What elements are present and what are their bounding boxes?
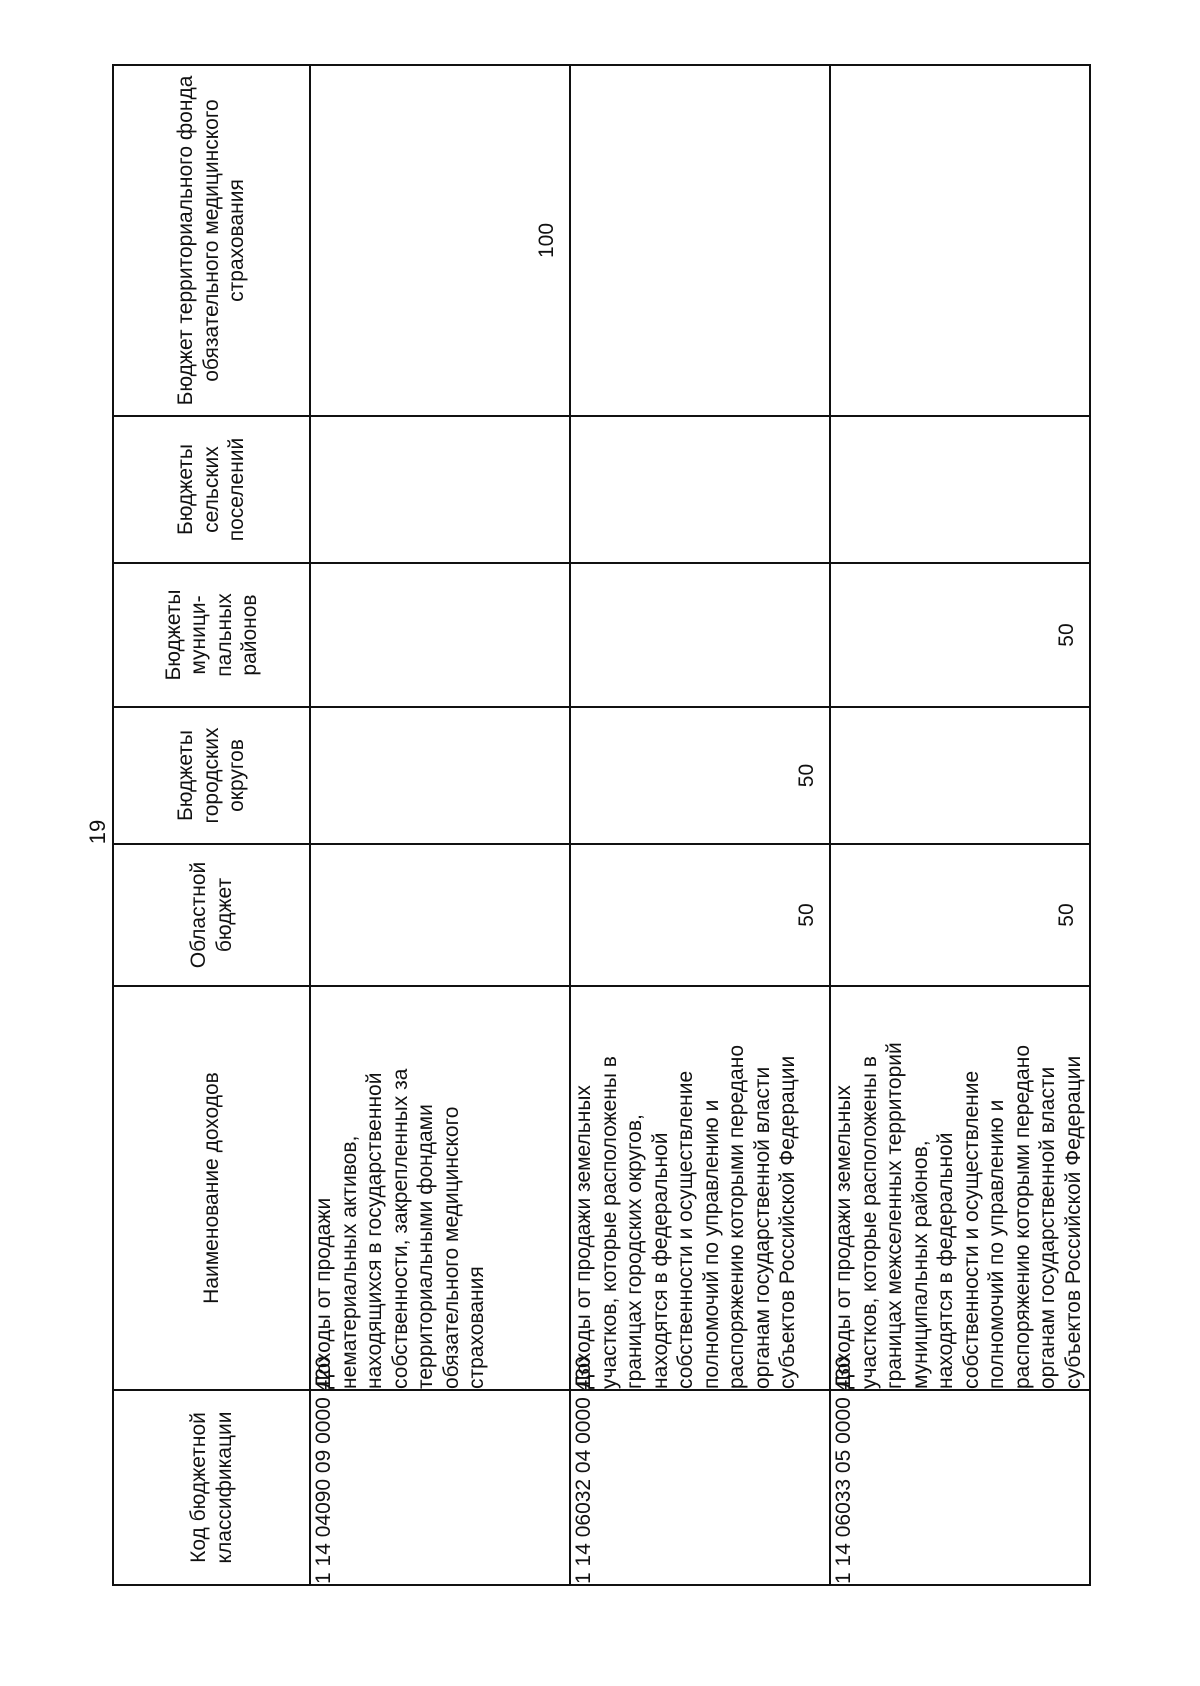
income-name-line: собственности, закрепленных за: [388, 1068, 412, 1389]
income-name-line: находящихся в государственной: [363, 1072, 386, 1389]
fund-share-value: [819, 66, 829, 415]
budget-code-cell: 1 14 04090 09 0000 420: [310, 1390, 570, 1585]
regional-share-value: [559, 845, 569, 985]
city-share-cell: [830, 707, 1090, 844]
fund-share-cell: [310, 65, 570, 416]
income-name-line: Доходы от продажи: [312, 1197, 335, 1389]
income-table-rotated: [112, 66, 1087, 1586]
page-number: 19: [85, 819, 110, 845]
income-name-line: полномочий по управлению и: [985, 1099, 1008, 1389]
regional-share-cell: [830, 844, 1090, 986]
income-name-line: органам государственной власти: [750, 1066, 774, 1389]
income-name-line: Доходы от продажи земельных: [572, 1085, 595, 1389]
header-rural: Бюджеты сельских поселений: [113, 416, 310, 563]
municipal-share-cell: [830, 563, 1090, 707]
rural-share-cell: [830, 416, 1090, 563]
income-name-cell: [570, 986, 830, 1390]
budget-code-cell: 1 14 06032 04 0000 430: [570, 1390, 830, 1585]
income-name-line: муниципальных районов,: [908, 1140, 932, 1389]
rural-share-value: [1079, 417, 1089, 562]
income-name-line: находятся в федеральной: [934, 1132, 957, 1389]
rural-share-value: [559, 417, 569, 562]
income-name-line: участков, которые расположены в: [857, 1056, 881, 1389]
income-name-line: нематериальных активов,: [337, 1135, 361, 1389]
income-name-line: обязательного медицинского: [439, 1106, 463, 1389]
income-distribution-table: [112, 64, 1091, 1586]
rural-share-cell: [310, 416, 570, 563]
municipal-share-cell: [310, 563, 570, 707]
income-name-line: субъектов Российской Федерации: [776, 1055, 799, 1389]
city-share-cell: [310, 707, 570, 844]
income-name-line: участков, которые расположены в: [597, 1056, 621, 1389]
header-city: Бюджеты городских округов: [113, 707, 310, 844]
header-regional: Областной бюджет: [113, 844, 310, 986]
income-name-line: органам государственной власти: [1036, 1066, 1059, 1389]
header-fund: Бюджет территориального фонда обязательного медицинского страхования: [113, 65, 310, 416]
income-name-line: собственности и осуществление: [674, 1070, 697, 1389]
table-row: [830, 65, 1090, 1585]
income-name-line: распоряжению которыми передано: [725, 1045, 748, 1389]
income-name-line: полномочий по управлению и: [699, 1099, 723, 1389]
fund-share-cell: [830, 65, 1090, 416]
income-name-line: территориальными фондами: [414, 1104, 437, 1389]
income-name-cell: [310, 986, 570, 1390]
city-share-value: [1079, 708, 1089, 843]
income-name-line: распоряжению которыми передано: [1010, 1045, 1034, 1389]
rural-share-value: [819, 417, 829, 562]
regional-share-value: 50: [794, 903, 818, 927]
table-header-row: [113, 65, 310, 1585]
municipal-share-value: 50: [1054, 623, 1078, 647]
regional-share-value: 50: [1054, 903, 1078, 927]
income-name-line: страхования: [465, 1266, 488, 1389]
regional-share-cell: [570, 844, 830, 986]
city-share-value: [559, 708, 569, 843]
municipal-share-cell: [570, 563, 830, 707]
municipal-share-value: [819, 564, 829, 706]
income-name-line: субъектов Российской Федерации: [1061, 1055, 1085, 1389]
income-name-line: границах межселенных территорий: [883, 1042, 906, 1389]
income-name-line: Доходы от продажи земельных: [832, 1085, 855, 1389]
rural-share-cell: [570, 416, 830, 563]
regional-share-cell: [310, 844, 570, 986]
city-share-cell: [570, 707, 830, 844]
table-row: [310, 65, 570, 1585]
header-name: Наименование доходов: [113, 986, 310, 1390]
header-code: Код бюджетной классификации: [113, 1390, 310, 1585]
fund-share-value: 100: [534, 222, 558, 259]
table-row: [570, 65, 830, 1585]
income-name-line: находятся в федеральной: [648, 1132, 672, 1389]
city-share-value: 50: [794, 763, 818, 788]
income-name-cell: [830, 986, 1090, 1390]
table-body: [310, 65, 1090, 1585]
fund-share-cell: [570, 65, 830, 416]
budget-code-cell: 1 14 06033 05 0000 430: [830, 1390, 1090, 1585]
header-municipal: Бюджеты муници-пальных районов: [113, 563, 310, 707]
municipal-share-value: [559, 564, 569, 706]
fund-share-value: [1079, 66, 1089, 415]
income-name-line: собственности и осуществление: [959, 1070, 983, 1389]
income-name-line: границах городских округов,: [623, 1114, 646, 1389]
